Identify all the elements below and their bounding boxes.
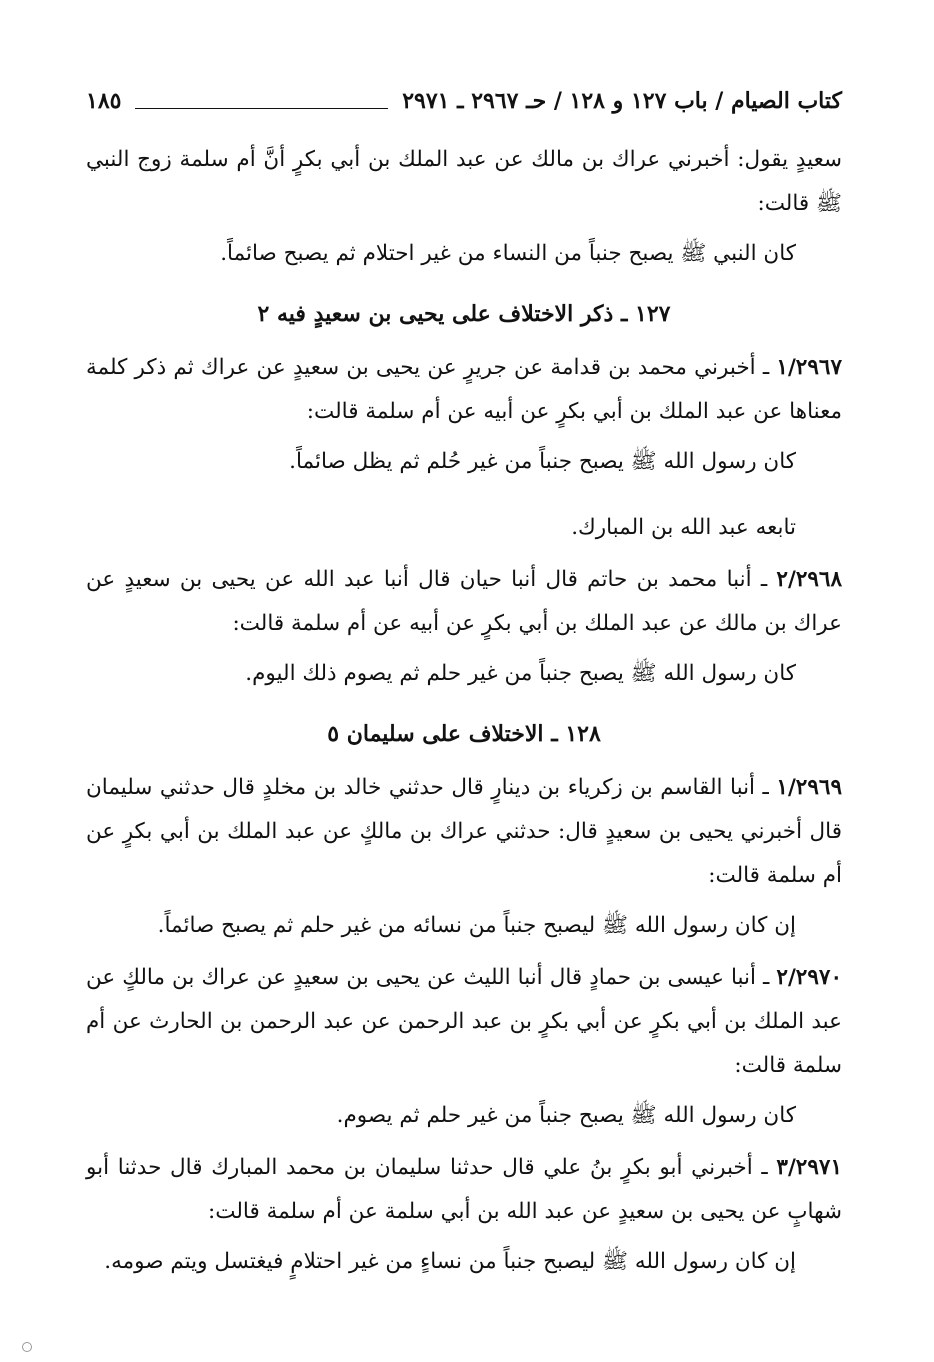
hadith-2970 [86, 956, 842, 1088]
page-body [86, 138, 842, 1288]
hadith-text: ـ أنبا محمد بن حاتم قال أنبا حيان قال أنبا عبد الله عن يحيى بن سعيدٍ عن عراك بن مالك عن عبد الملك بن أبي بكرٍ عن أبيه عن أم سلمة قالت: [86, 567, 842, 636]
hadith-2969-quote: إن كان رسول الله ﷺ ليصبح جنباً من نسائه من غير حلم ثم يصبح صائماً. [157, 913, 796, 938]
hadith-2970-quote: كان رسول الله ﷺ يصبح جنباً من غير حلم ثم يصوم. [336, 1103, 796, 1128]
hadith-2971 [86, 1146, 842, 1234]
hadith-2971-quote: إن كان رسول الله ﷺ ليصبح جنباً من نساءٍ من غير احتلامٍ فيغتسل ويتم صومه. [104, 1249, 796, 1274]
page-header [86, 84, 842, 118]
header-rule [135, 108, 388, 109]
hadith-number: ٣/٢٩٧١ [776, 1155, 842, 1180]
hadith-text: ـ أنبا عيسى بن حمادٍ قال أنبا الليث عن يحيى بن سعيدٍ عن عراك بن مالكٍ عن عبد الملك بن أبي بكرٍ عن أبي بكرٍ بن عبد الرحمن عن عبد الرحمن بن الحارث عن أم سلمة قالت: [86, 965, 842, 1078]
hadith-text: ـ أخبرني محمد بن قدامة عن جريرٍ عن يحيى بن سعيدٍ عن عراك ثم ذكر كلمة معناها عن عبد الملك بن أبي بكرٍ عن أبيه عن أم سلمة قالت: [86, 355, 842, 424]
hadith-number: ٢/٢٩٦٨ [776, 567, 843, 592]
intro-paragraph: سعيدٍ يقول: أخبرني عراك بن مالك عن عبد الملك بن أبي بكرٍ أنَّ أم سلمة زوج النبي ﷺ قالت: [86, 147, 842, 216]
intro-quote: كان النبي ﷺ يصبح جنباً من النساء من غير احتلام ثم يصبح صائماً. [220, 241, 796, 266]
hadith-text: ـ أنبا القاسم بن زكرياء بن دينارٍ قال حدثني خالد بن مخلدٍ قال حدثني سليمان قال أخبرني يحيى بن سعيدٍ قال: حدثني عراك بن مالكٍ عن عبد الملك بن أبي بكرٍ عن أم سلمة قالت: [86, 775, 842, 888]
hadith-number: ٢/٢٩٧٠ [776, 965, 842, 990]
hadith-number: ١/٢٩٦٩ [776, 775, 842, 800]
hadith-2967-note: تابعه عبد الله بن المبارك. [571, 515, 796, 540]
chapter-heading-127: ١٢٧ ـ ذكر الاختلاف على يحيى بن سعيدٍ فيه ٢ [257, 301, 671, 327]
hadith-2968 [86, 558, 842, 646]
chapter-heading-128: ١٢٨ ـ الاختلاف على سليمان ٥ [327, 721, 601, 747]
page-number: ١٨٥ [86, 88, 122, 114]
hadith-2967-quote: كان رسول الله ﷺ يصبح جنباً من غير حُلم ثم يظل صائماً. [289, 449, 796, 474]
corner-mark [22, 1342, 32, 1352]
hadith-text: ـ أخبرني أبو بكرٍ بنُ علي قال حدثنا سليمان بن محمد المبارك قال حدثنا أبو شهابٍ عن يحيى بن سعيدٍ عن عبد الله بن أبي سلمة عن أم سلمة قالت: [86, 1155, 842, 1224]
running-title: كتاب الصيام / باب ١٢٧ و ١٢٨ / حـ ٢٩٦٧ ـ ٢٩٧١ [402, 88, 842, 114]
hadith-2968-quote: كان رسول الله ﷺ يصبح جنباً من غير حلم ثم يصوم ذلك اليوم. [245, 661, 796, 686]
hadith-2967 [86, 346, 842, 434]
hadith-2969 [86, 766, 842, 898]
hadith-number: ١/٢٩٦٧ [776, 355, 842, 380]
